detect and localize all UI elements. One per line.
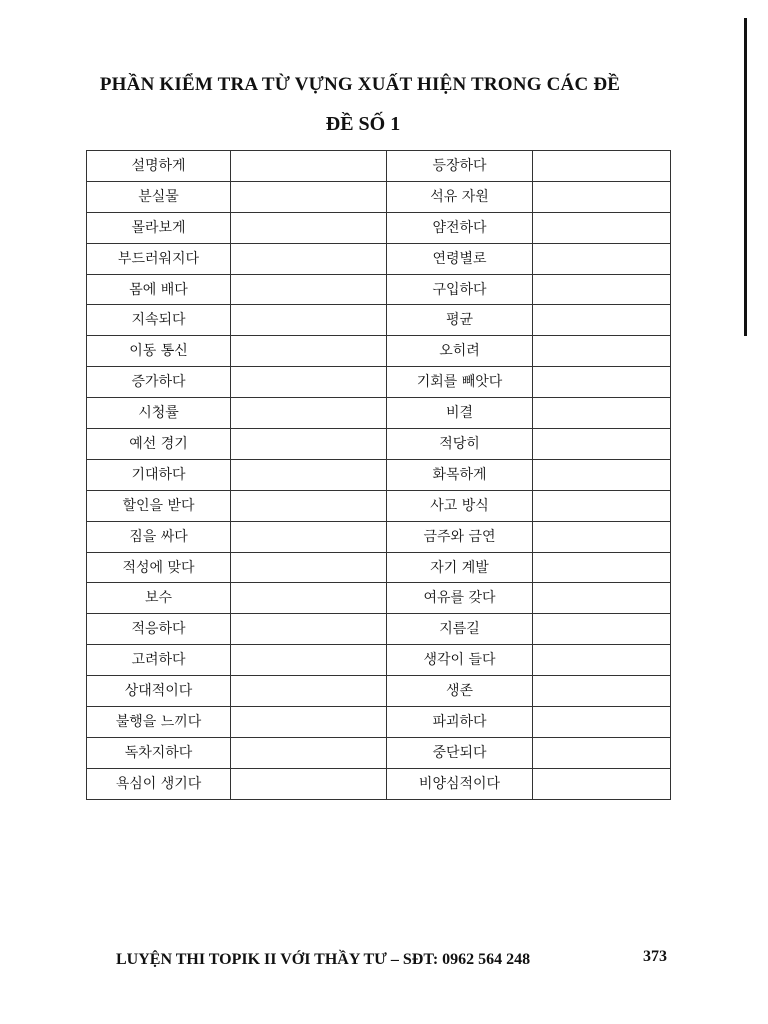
vocab-word-left: 보수 (87, 583, 231, 614)
vocab-word-left: 몰라보게 (87, 212, 231, 243)
answer-cell-right (533, 768, 671, 799)
answer-cell-left (231, 490, 387, 521)
vocab-word-left: 지속되다 (87, 305, 231, 336)
answer-cell-right (533, 305, 671, 336)
vocab-word-left: 상대적이다 (87, 676, 231, 707)
table-row (87, 367, 671, 398)
answer-cell-left (231, 552, 387, 583)
vocabulary-table (86, 150, 671, 800)
vocab-word-right: 파괴하다 (387, 707, 533, 738)
table-row (87, 645, 671, 676)
vocab-word-left: 설명하게 (87, 151, 231, 182)
table-row (87, 459, 671, 490)
answer-cell-left (231, 676, 387, 707)
vocab-word-left: 몸에 배다 (87, 274, 231, 305)
table-row (87, 336, 671, 367)
vocab-word-right: 화목하게 (387, 459, 533, 490)
answer-cell-right (533, 398, 671, 429)
answer-cell-right (533, 645, 671, 676)
page-edge-line (744, 18, 747, 336)
vocab-word-left: 적응하다 (87, 614, 231, 645)
answer-cell-left (231, 336, 387, 367)
vocab-word-right: 기회를 빼앗다 (387, 367, 533, 398)
vocab-word-left: 독차지하다 (87, 737, 231, 768)
vocab-word-left: 고려하다 (87, 645, 231, 676)
answer-cell-right (533, 274, 671, 305)
vocab-word-right: 평균 (387, 305, 533, 336)
footer-text: LUYỆN THI TOPIK II VỚI THẦY TƯ – SĐT: 0962 564 248 (116, 951, 531, 968)
answer-cell-left (231, 181, 387, 212)
table-row (87, 181, 671, 212)
vocab-word-right: 연령별로 (387, 243, 533, 274)
vocab-word-left: 증가하다 (87, 367, 231, 398)
answer-cell-left (231, 583, 387, 614)
answer-cell-right (533, 151, 671, 182)
vocab-word-left: 부드러워지다 (87, 243, 231, 274)
answer-cell-left (231, 768, 387, 799)
vocab-word-right: 생각이 들다 (387, 645, 533, 676)
vocab-word-right: 비양심적이다 (387, 768, 533, 799)
vocab-word-left: 적성에 맞다 (87, 552, 231, 583)
table-row (87, 490, 671, 521)
table-row (87, 521, 671, 552)
table-row (87, 274, 671, 305)
answer-cell-left (231, 429, 387, 460)
answer-cell-left (231, 707, 387, 738)
table-row (87, 737, 671, 768)
answer-cell-left (231, 305, 387, 336)
table-row (87, 212, 671, 243)
vocab-word-left: 할인을 받다 (87, 490, 231, 521)
answer-cell-right (533, 459, 671, 490)
table-row (87, 429, 671, 460)
vocab-word-right: 석유 자원 (387, 181, 533, 212)
vocab-word-right: 금주와 금연 (387, 521, 533, 552)
page-title: PHẦN KIỂM TRA TỪ VỰNG XUẤT HIỆN TRONG CÁC ĐỀ (99, 74, 621, 95)
answer-cell-right (533, 181, 671, 212)
vocab-word-left: 예선 경기 (87, 429, 231, 460)
vocab-word-right: 등장하다 (387, 151, 533, 182)
vocab-word-right: 오히려 (387, 336, 533, 367)
table-row (87, 676, 671, 707)
answer-cell-right (533, 737, 671, 768)
answer-cell-left (231, 151, 387, 182)
table-row (87, 707, 671, 738)
answer-cell-right (533, 521, 671, 552)
answer-cell-right (533, 707, 671, 738)
answer-cell-right (533, 212, 671, 243)
vocab-word-left: 짐을 싸다 (87, 521, 231, 552)
vocab-word-right: 얌전하다 (387, 212, 533, 243)
answer-cell-left (231, 243, 387, 274)
vocab-word-left: 불행을 느끼다 (87, 707, 231, 738)
vocab-word-right: 적당히 (387, 429, 533, 460)
answer-cell-right (533, 614, 671, 645)
answer-cell-left (231, 737, 387, 768)
vocab-word-left: 이동 통신 (87, 336, 231, 367)
table-row (87, 583, 671, 614)
page-subtitle: ĐỀ SỐ 1 (325, 113, 401, 135)
answer-cell-left (231, 459, 387, 490)
answer-cell-right (533, 429, 671, 460)
answer-cell-left (231, 398, 387, 429)
answer-cell-left (231, 645, 387, 676)
answer-cell-right (533, 583, 671, 614)
table-row (87, 243, 671, 274)
vocabulary-table-body (87, 151, 671, 800)
table-row (87, 398, 671, 429)
vocab-word-right: 자기 계발 (387, 552, 533, 583)
table-row (87, 151, 671, 182)
table-row (87, 552, 671, 583)
answer-cell-right (533, 367, 671, 398)
vocab-word-left: 기대하다 (87, 459, 231, 490)
vocab-word-right: 비결 (387, 398, 533, 429)
answer-cell-right (533, 490, 671, 521)
vocab-word-right: 지름길 (387, 614, 533, 645)
table-row (87, 614, 671, 645)
answer-cell-right (533, 676, 671, 707)
page-number: 373 (643, 948, 667, 965)
vocab-word-right: 생존 (387, 676, 533, 707)
vocab-word-right: 여유를 갖다 (387, 583, 533, 614)
table-row (87, 768, 671, 799)
vocab-word-left: 시청률 (87, 398, 231, 429)
answer-cell-left (231, 274, 387, 305)
vocab-word-left: 분실물 (87, 181, 231, 212)
answer-cell-right (533, 243, 671, 274)
answer-cell-right (533, 552, 671, 583)
answer-cell-right (533, 336, 671, 367)
vocab-word-right: 중단되다 (387, 737, 533, 768)
table-row (87, 305, 671, 336)
answer-cell-left (231, 614, 387, 645)
answer-cell-left (231, 367, 387, 398)
vocab-word-left: 욕심이 생기다 (87, 768, 231, 799)
vocab-word-right: 구입하다 (387, 274, 533, 305)
answer-cell-left (231, 521, 387, 552)
answer-cell-left (231, 212, 387, 243)
vocab-word-right: 사고 방식 (387, 490, 533, 521)
